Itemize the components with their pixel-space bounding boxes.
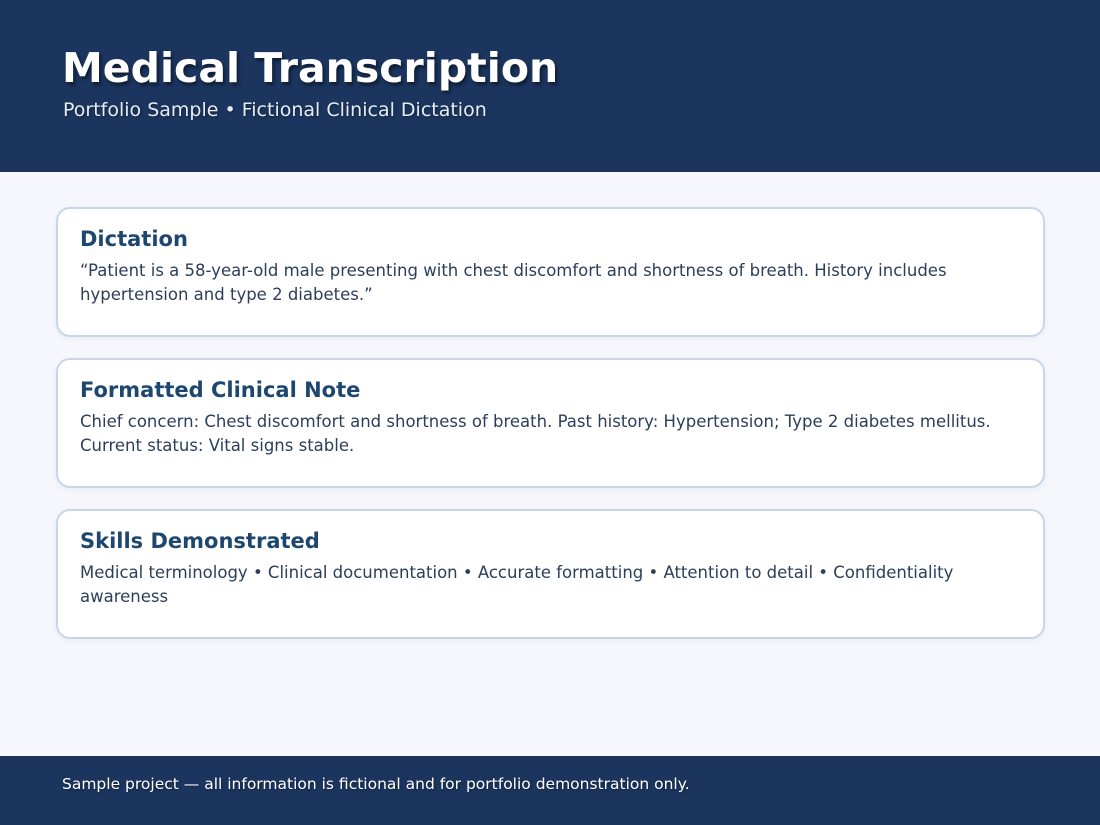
clinical-note-body: Chief concern: Chest discomfort and shortness of breath. Past history: Hypertension; Type 2 diabetes mellitus. Current status: Vital signs stable. [80, 412, 991, 455]
clinical-note-title: Formatted Clinical Note [80, 378, 361, 402]
skills-card [56, 509, 1045, 639]
page-title: Medical Transcription [62, 44, 559, 92]
footer-disclaimer: Sample project — all information is fictional and for portfolio demonstration only. [62, 775, 690, 793]
clinical-note-card [56, 358, 1045, 488]
page-footer [0, 756, 1100, 825]
dictation-title: Dictation [80, 227, 188, 251]
page-subtitle: Portfolio Sample • Fictional Clinical Dictation [63, 99, 487, 121]
skills-body: Medical terminology • Clinical documentation • Accurate formatting • Attention to detail • Confidentiality awareness [80, 563, 954, 606]
dictation-card [56, 207, 1045, 337]
dictation-body: “Patient is a 58-year-old male presenting with chest discomfort and shortness of breath. History includes hypertension and type 2 diabetes.” [80, 261, 947, 304]
page-header [0, 0, 1100, 172]
skills-title: Skills Demonstrated [80, 529, 320, 553]
main-content [0, 172, 1100, 756]
